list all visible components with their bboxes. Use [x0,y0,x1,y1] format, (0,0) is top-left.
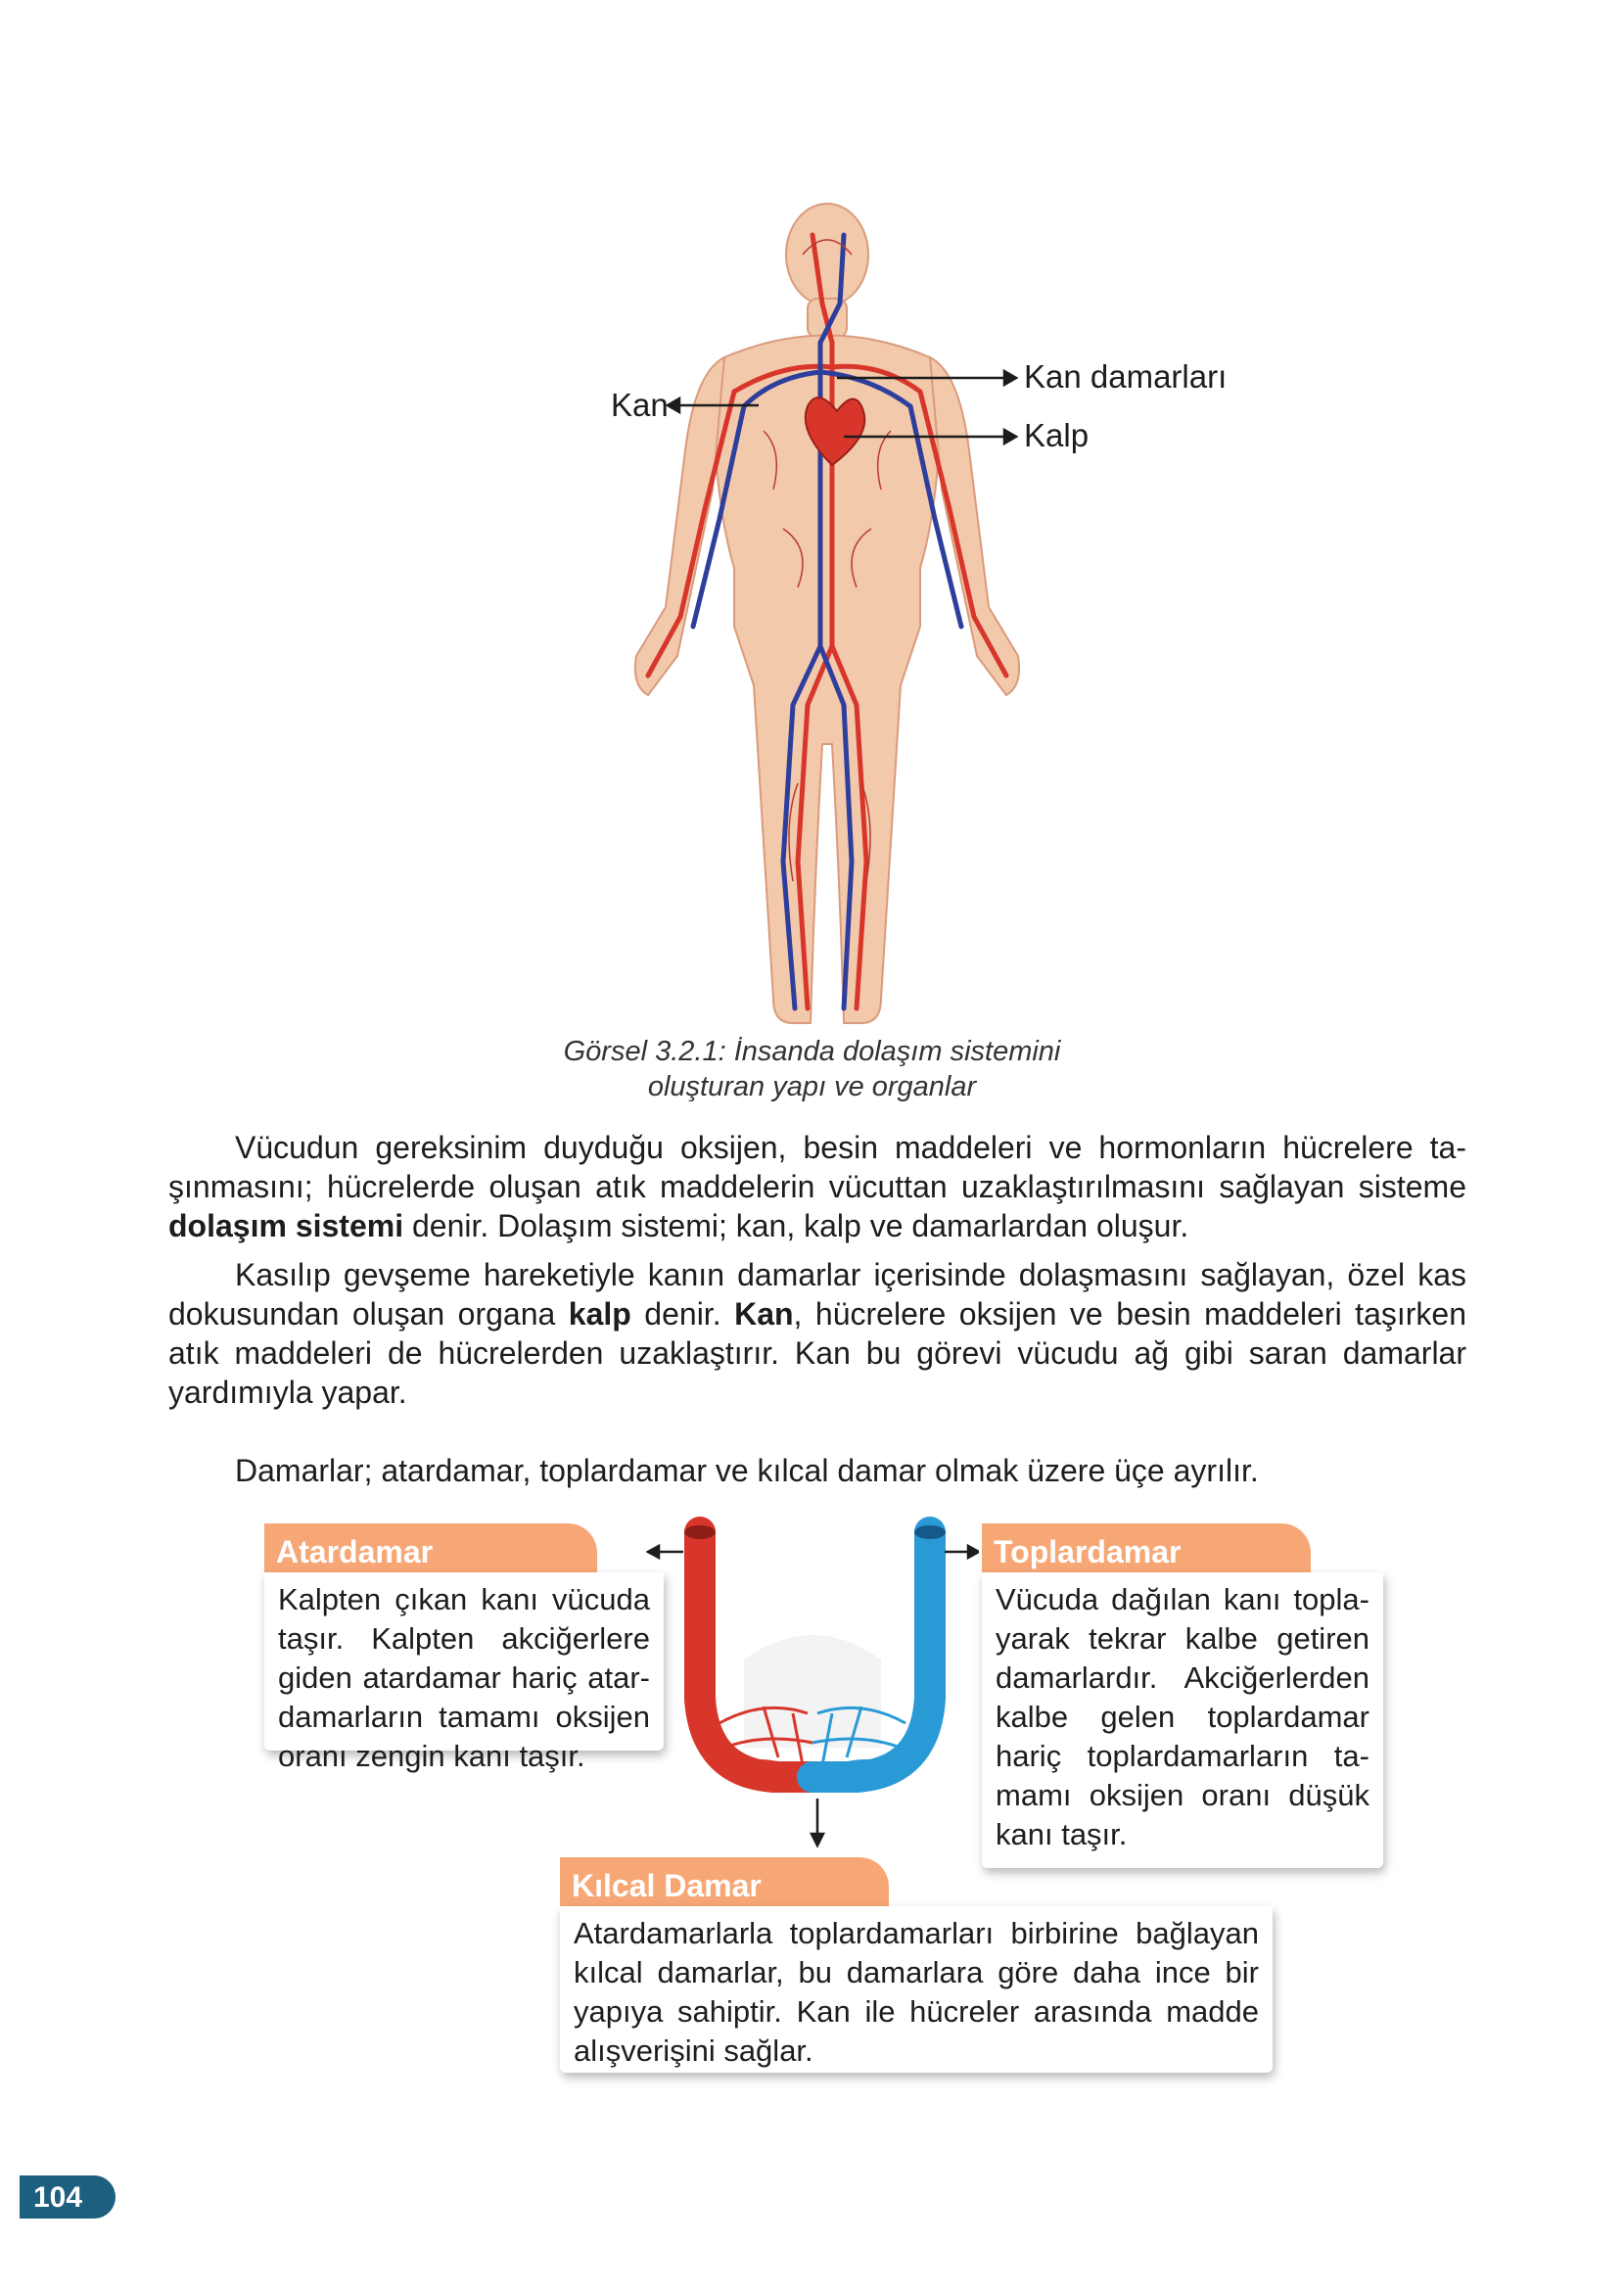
card-toplardamar-text: Vücuda dağılan kanı topla-yarak tekrar kalbe getiren damarlardır. Akciğerlerden kalbe gelen toplardamar hariç toplardamarların ta-mamı oksijen oranı düşük kanı taşır. [982,1572,1383,1868]
figure-caption-line2: oluşturan yapı ve organlar [647,1071,977,1102]
label-kan: Kan [611,387,669,423]
paragraph-kalp-kan: Kasılıp gevşeme hareketiyle kanın damarlar içerisinde dolaşmasını sağlayan, özel kas dokusundan oluşan organa kalp denir. Kan, hücrelere oksijen ve besin maddeleri taşırken atık maddeleri de hücrelerden uzaklaştırır. Kan bu görevi vücudu ağ gibi saran damarlar yardımıyla yapar. [168,1257,1467,1410]
card-kilcal-damar-title: Kılcal Damar [560,1857,889,1912]
card-kilcal-damar-text: Atardamarlarla toplardamarları birbirine bağlayan kılcal damarlar, bu damarlara göre daha ince bir yapıya sahiptir. Kan ile hücreler arasında madde alışverişini sağlar. [560,1906,1273,2073]
card-atardamar-text: Kalpten çıkan kanı vücuda taşır. Kalpten akciğerlere giden atardamar hariç atar-damarların tamamı oksijen oranı zengin kanı taşır. [264,1572,664,1751]
card-atardamar-title: Atardamar [264,1523,597,1578]
page-number-badge: 104 [20,2175,116,2219]
vessel-diagram [646,1513,979,1865]
term-kan: Kan [734,1296,794,1332]
paragraph-damar-turleri: Damarlar; atardamar, toplardamar ve kılcal damar olmak üzere üçe ayrılır. [235,1453,1259,1488]
term-kalp: kalp [568,1296,631,1332]
circulatory-system-illustration [587,196,1038,1038]
label-kan-damarlari: Kan damarları [1024,358,1228,395]
card-toplardamar-title: Toplardamar [982,1523,1311,1578]
figure-caption-line1: Görsel 3.2.1: İnsanda dolaşım sistemini [563,1036,1061,1067]
label-kalp: Kalp [1024,417,1090,453]
paragraph-dolasim-sistemi: Vücudun gereksinim duyduğu oksijen, besin maddeleri ve hormonların hücrelere ta-şınmasını; hücrelerde oluşan atık maddelerin vücuttan uzaklaştırılmasını sağlayan sisteme dolaşım sistemi denir. Dolaşım sistemi; kan, kalp ve damarlardan oluşur. [168,1130,1466,1243]
term-dolasim-sistemi: dolaşım sistemi [168,1208,404,1243]
